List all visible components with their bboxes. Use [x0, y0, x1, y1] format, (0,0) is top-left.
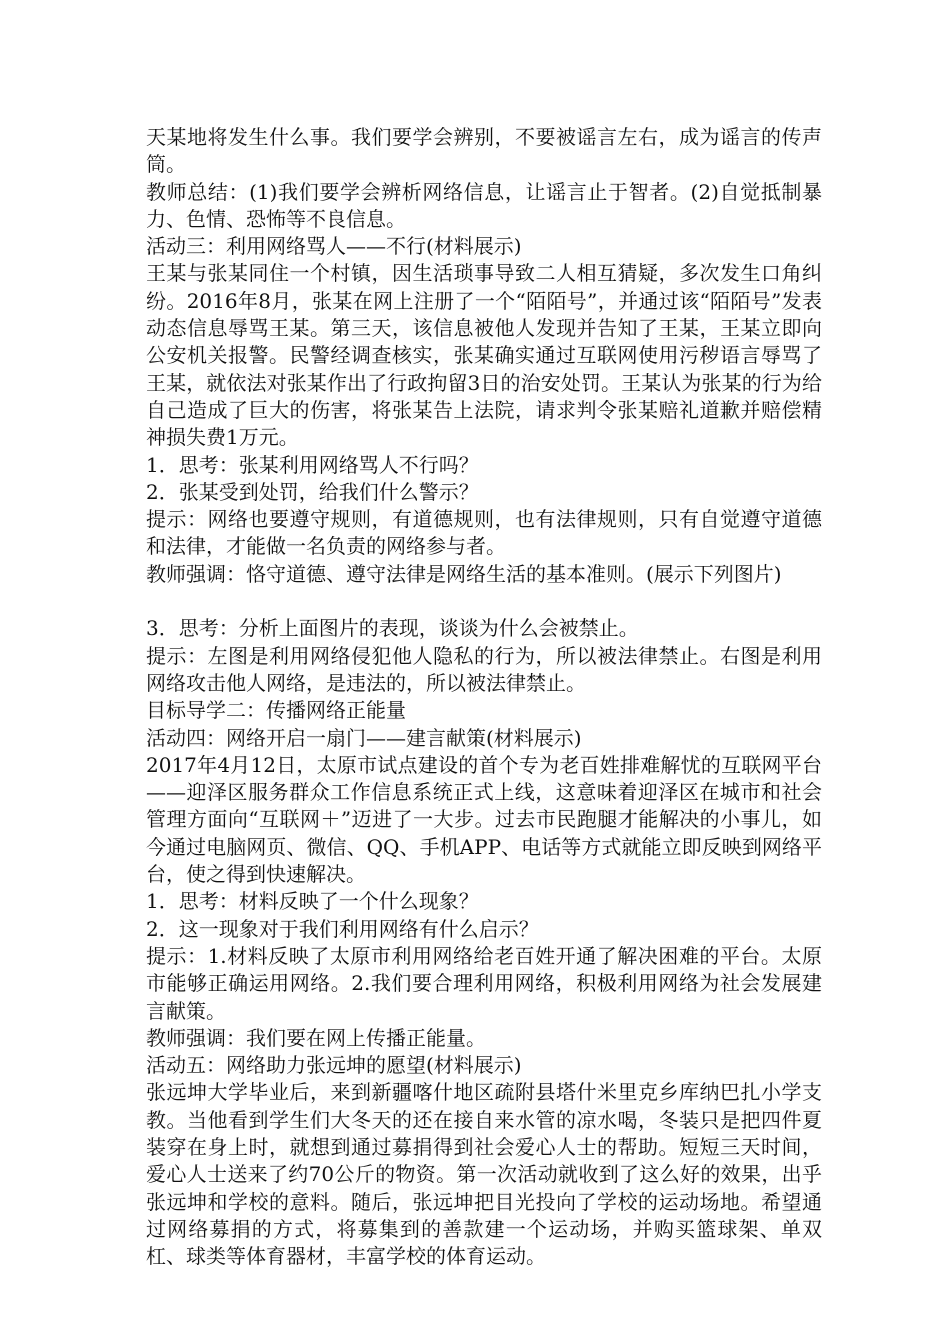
hint-taiyuan: 提示：1.材料反映了太原市利用网络给老百姓开通了解决困难的平台。太原市能够正确运用网络。2.我们要合理利用网络，积极利用网络为社会发展建言献策。: [146, 943, 822, 1023]
question-inspiration: 2．这一现象对于我们利用网络有什么启示？: [146, 916, 539, 941]
document-body: [146, 124, 822, 1270]
question-3: 3．思考：分析上面图片的表现，谈谈为什么会被禁止。: [146, 616, 639, 641]
heading-activity-five: 活动五：网络助力张远坤的愿望(材料展示): [146, 1053, 522, 1078]
paragraph-case-material: 王某与张某同住一个村镇，因生活琐事导致二人相互猜疑，多次发生口角纠纷。2016年8月，张某在网上注册了一个“陌陌号”，并通过该“陌陌号”发表动态信息辱骂王某。第三天，该信息被他人发现并告知了王某，王某立即向公安机关报警。民警经调查核实，张某确实通过互联网使用污秽语言辱骂了王某，就依法对张某作出了行政拘留3日的治安处罚。王某认为张某的行为给自己造成了巨大的伤害，将张某告上法院，请求判令张某赔礼道歉并赔偿精神损失费1万元。: [146, 261, 822, 450]
heading-activity-three: 活动三：利用网络骂人——不行(材料展示): [146, 234, 522, 259]
paragraph-teacher-summary: 教师总结：(1)我们要学会辨析网络信息，让谣言止于智者。(2)自觉抵制暴力、色情、恐怖等不良信息。: [146, 179, 822, 231]
teacher-emphasis-energy: 教师强调：我们要在网上传播正能量。: [146, 1025, 486, 1050]
question-2: 2．张某受到处罚，给我们什么警示？: [146, 479, 479, 504]
teacher-emphasis-morality: 教师强调：恪守道德、遵守法律是网络生活的基本准则。(展示下列图片): [146, 561, 782, 586]
heading-activity-four: 活动四：网络开启一扇门——建言献策(材料展示): [146, 725, 582, 750]
heading-goal-two: 目标导学二：传播网络正能量: [146, 698, 406, 723]
question-1: 1．思考：张某利用网络骂人不行吗？: [146, 452, 479, 477]
hint-images: 提示：左图是利用网络侵犯他人隐私的行为，所以被法律禁止。右图是利用网络攻击他人网络，是违法的，所以被法律禁止。: [146, 643, 822, 695]
paragraph-taiyuan-material: 2017年4月12日，太原市试点建设的首个专为老百姓排难解忧的互联网平台——迎泽区服务群众工作信息系统正式上线，这意味着迎泽区在城市和社会管理方面向“互联网＋”迈进了一大步。过去市民跑腿才能解决的小事儿，如今通过电脑网页、微信、QQ、手机APP、电话等方式就能立即反映到网络平台，使之得到快速解决。: [146, 752, 822, 887]
blank-line: [146, 588, 822, 615]
paragraph-zhang-yuankun: 张远坤大学毕业后，来到新疆喀什地区疏附县塔什米里克乡库纳巴扎小学支教。当他看到学生们大冬天的还在接自来水管的凉水喝，冬装只是把四件夏装穿在身上时，就想到通过募捐得到社会爱心人士的帮助。短短三天时间，爱心人士送来了约70公斤的物资。第一次活动就收到了这么好的效果，出乎张远坤和学校的意料。随后，张远坤把目光投向了学校的运动场地。希望通过网络募捐的方式，将募集到的善款建一个运动场，并购买篮球架、单双杠、球类等体育器材，丰富学校的体育运动。: [146, 1080, 822, 1269]
hint-rules: 提示：网络也要遵守规则，有道德规则，也有法律规则，只有自觉遵守道德和法律，才能做一名负责的网络参与者。: [146, 507, 822, 559]
paragraph-rumor-conclusion: 天某地将发生什么事。我们要学会辨别，不要被谣言左右，成为谣言的传声筒。: [146, 125, 822, 177]
question-phenomenon: 1．思考：材料反映了一个什么现象？: [146, 889, 479, 914]
